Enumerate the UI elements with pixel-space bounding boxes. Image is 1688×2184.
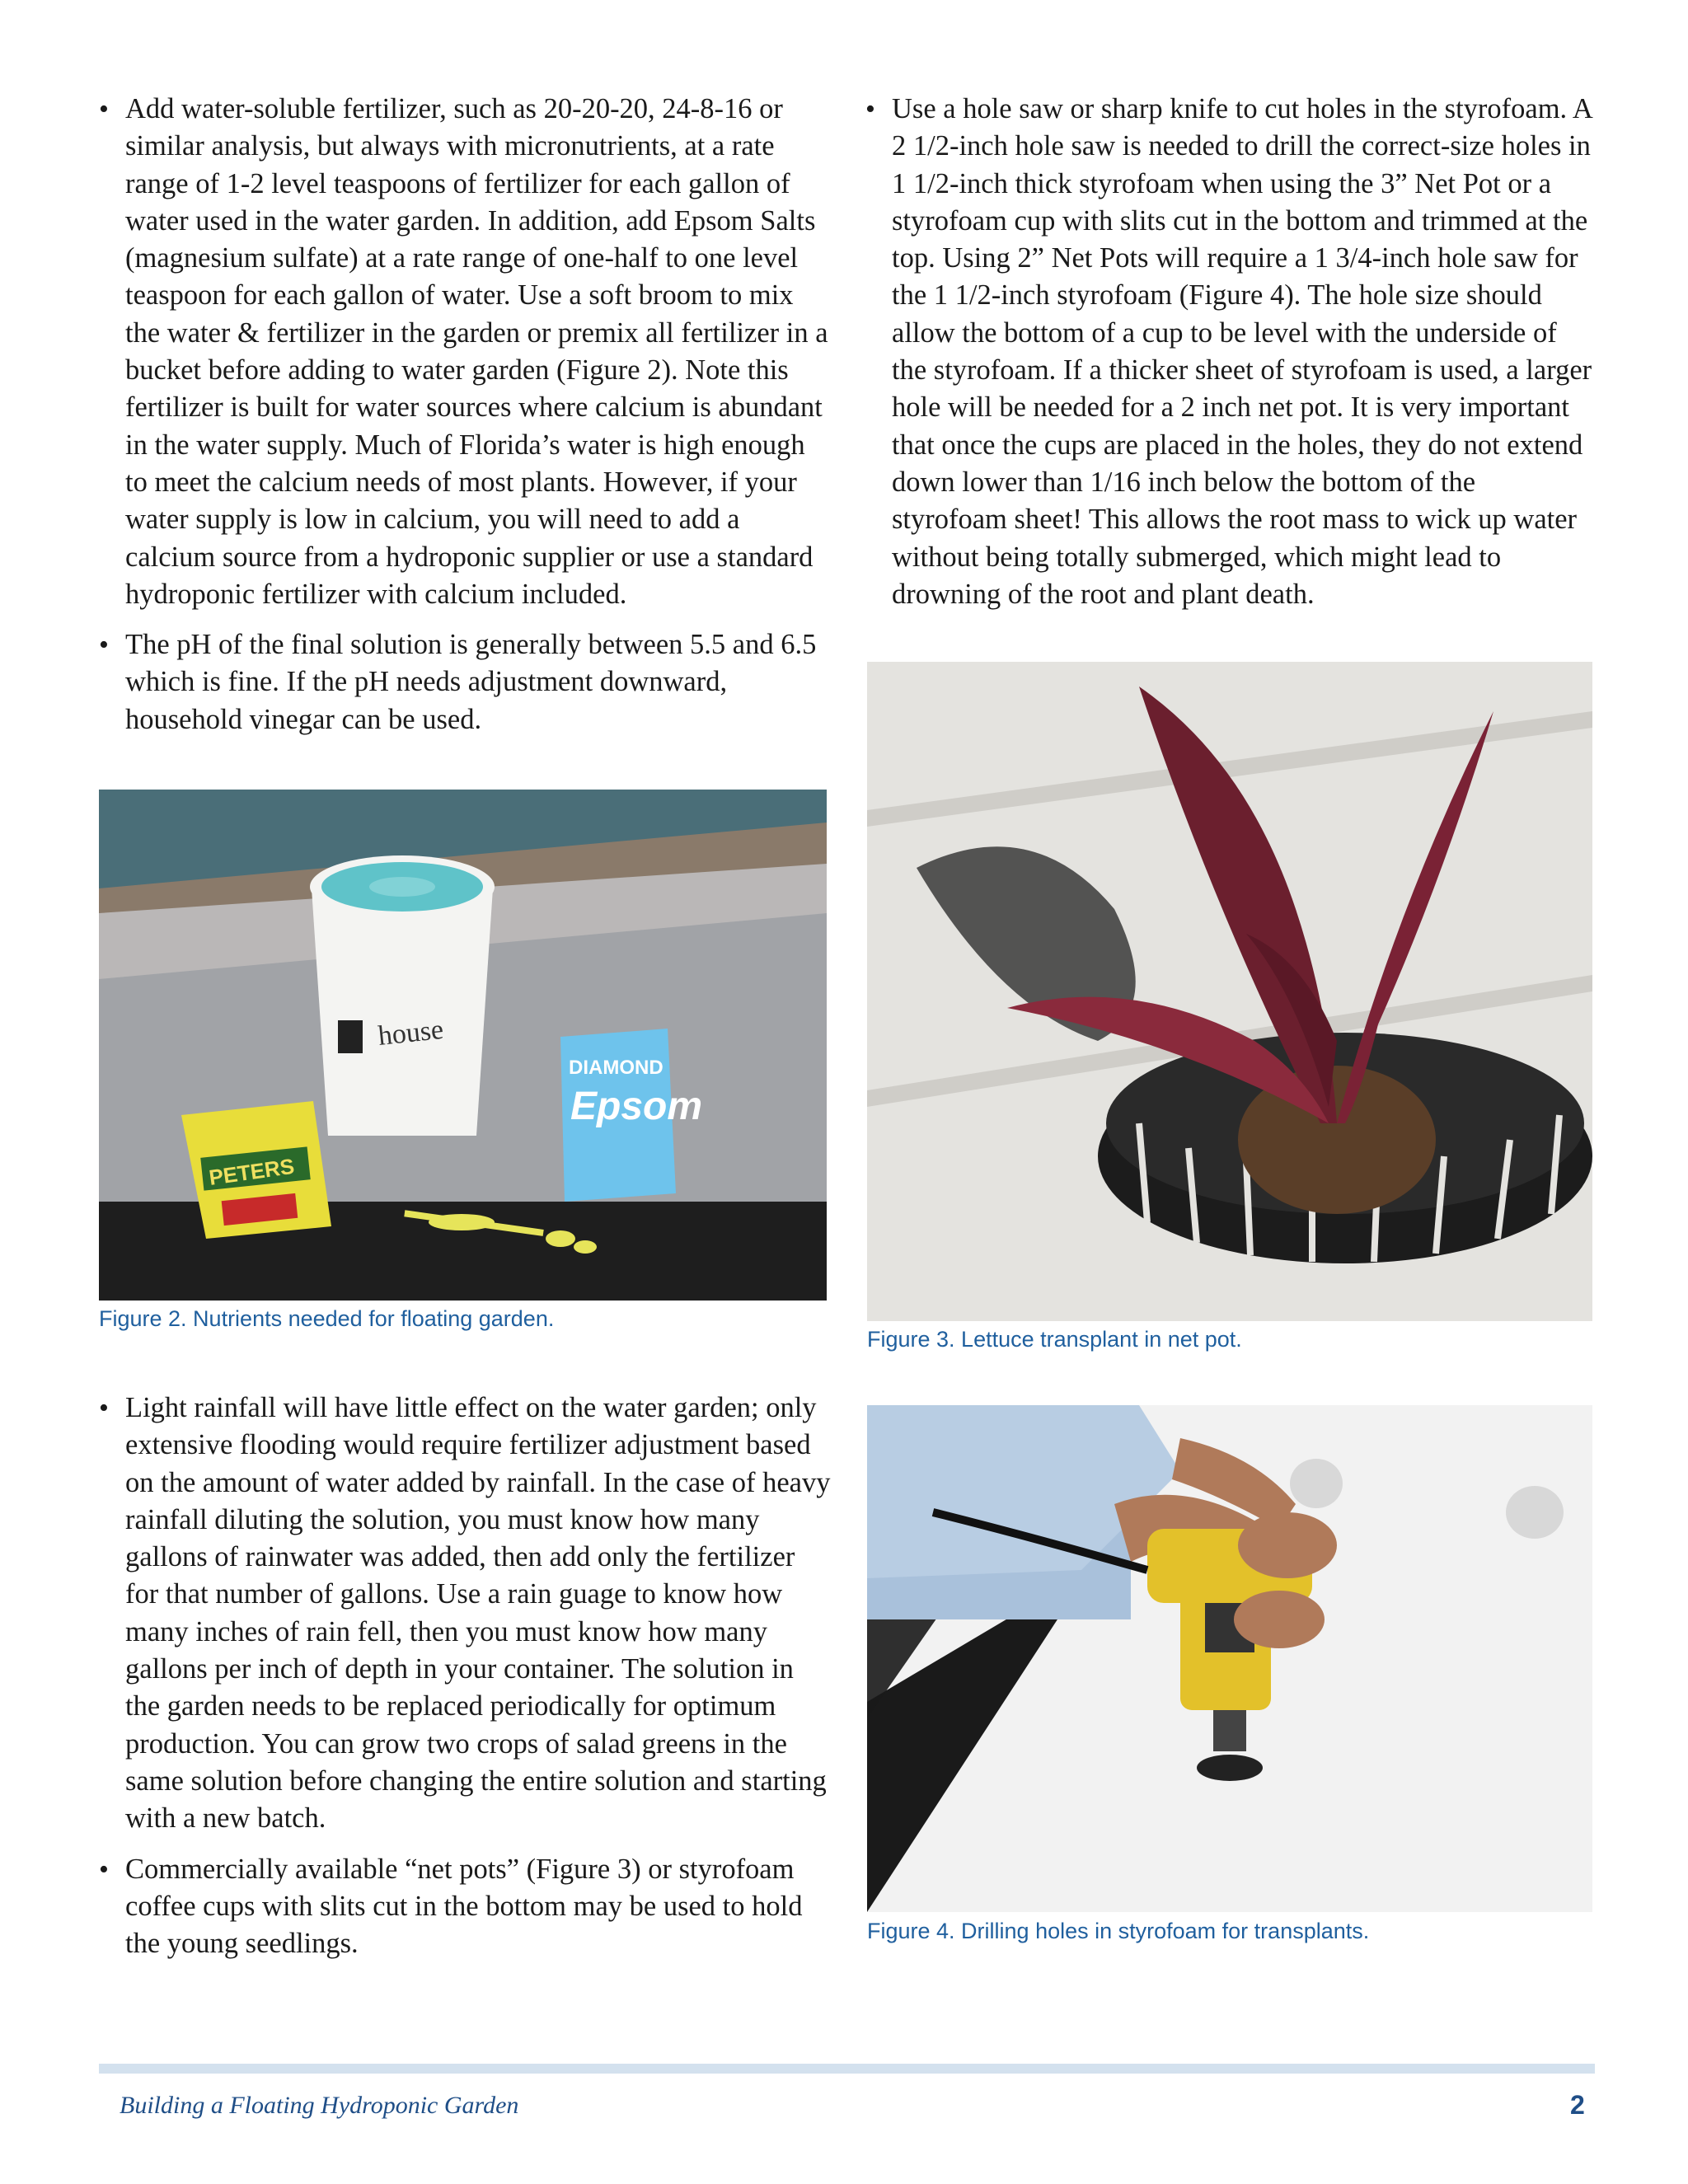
epsom-label: Epsom (570, 1085, 703, 1128)
figure-3-photo (867, 662, 1592, 1321)
footer-rule (99, 2064, 1595, 2074)
figure-4-photo (867, 1405, 1592, 1912)
bullet-fertilizer: • Add water-soluble fertilizer, such as 20-20-20, 24-8-16 or similar analysis, but always with micronutrients, at a rate range of 1-2 level teaspoons of fertilizer for each gallon of water used in the water garden. In addition, add Epsom Salts (magnesium sulfate) at a rate range of one-half to one level teaspoon for each gallon of water. Use a soft broom to mix the water & fertilizer in the garden or premix all fertilizer in a bucket before adding to water garden (Figure 2). Note this fertilizer is built for water sources where calcium is abundant in the water supply. Much of Florida’s water is high enough to meet the calcium needs of most plants. However, if your water supply is low in calcium, you will need to add a calcium source from a hydroponic supplier or use a standard hydroponic fertilizer with calcium included. (99, 91, 832, 613)
right-column-top (865, 91, 1595, 626)
bullet-list (99, 1390, 832, 1962)
figure-2-photo (99, 790, 827, 1301)
bullet-net-pots: • Commercially available “net pots” (Figure 3) or styrofoam coffee cups with slits cut in the bottom may be used to hold the young seedlings. (99, 1851, 832, 1963)
diamond-label: DIAMOND (569, 1057, 663, 1079)
bullet-hole-saw: • Use a hole saw or sharp knife to cut holes in the styrofoam. A 2 1/2-inch hole saw is needed to drill the correct-size holes in 1 1/2-inch thick styrofoam when using the 3” Net Pot or a styrofoam cup with slits cut in the bottom and trimmed at the top. Using 2” Net Pots will require a 1 3/4-inch hole saw for the 1 1/2-inch styrofoam (Figure 4). The hole size should allow the bottom of a cup to be level with the underside of the styrofoam. If a thicker sheet of styrofoam is used, a larger hole will be needed for a 2 inch net pot. It is very important that once the cups are placed in the holes, they do not extend down lower than 1/16 inch below the bottom of the styrofoam sheet! This allows the root mass to wick up water without being totally submerged, which might lead to drowning of the root and plant death. (865, 91, 1595, 613)
bullet-ph: • The pH of the final solution is generally between 5.5 and 6.5 which is fine. If the pH needs adjustment downward, household vinegar can be used. (99, 626, 832, 738)
figure-4-caption: Figure 4. Drilling holes in styrofoam for transplants. (867, 1919, 1370, 1943)
footer-title: Building a Floating Hydroponic Garden (120, 2092, 519, 2119)
left-column-top (99, 91, 832, 752)
bullet-list (865, 91, 1595, 613)
figure-2-caption: Figure 2. Nutrients needed for floating garden. (99, 1306, 555, 1331)
page-number: 2 (1570, 2090, 1585, 2120)
bucket-label: house (376, 1014, 445, 1052)
figure-3-caption: Figure 3. Lettuce transplant in net pot. (867, 1327, 1242, 1352)
left-column-bottom (99, 1390, 832, 1975)
bullet-list (99, 91, 832, 738)
peters-label: PETERS (207, 1153, 296, 1190)
bullet-rainfall: • Light rainfall will have little effect on the water garden; only extensive flooding would require fertilizer adjustment based on the amount of water added by rainfall. In the case of heavy rainfall diluting the solution, you must know how many gallons of rainwater was added, then add only the fertilizer for that number of gallons. Use a rain guage to know how many inches of rain fell, then you must know how many gallons per inch of depth in your container. The solution in the garden needs to be replaced periodically for optimum production. You can grow two crops of salad greens in the same solution before changing the entire solution and starting with a new batch. (99, 1390, 832, 1838)
